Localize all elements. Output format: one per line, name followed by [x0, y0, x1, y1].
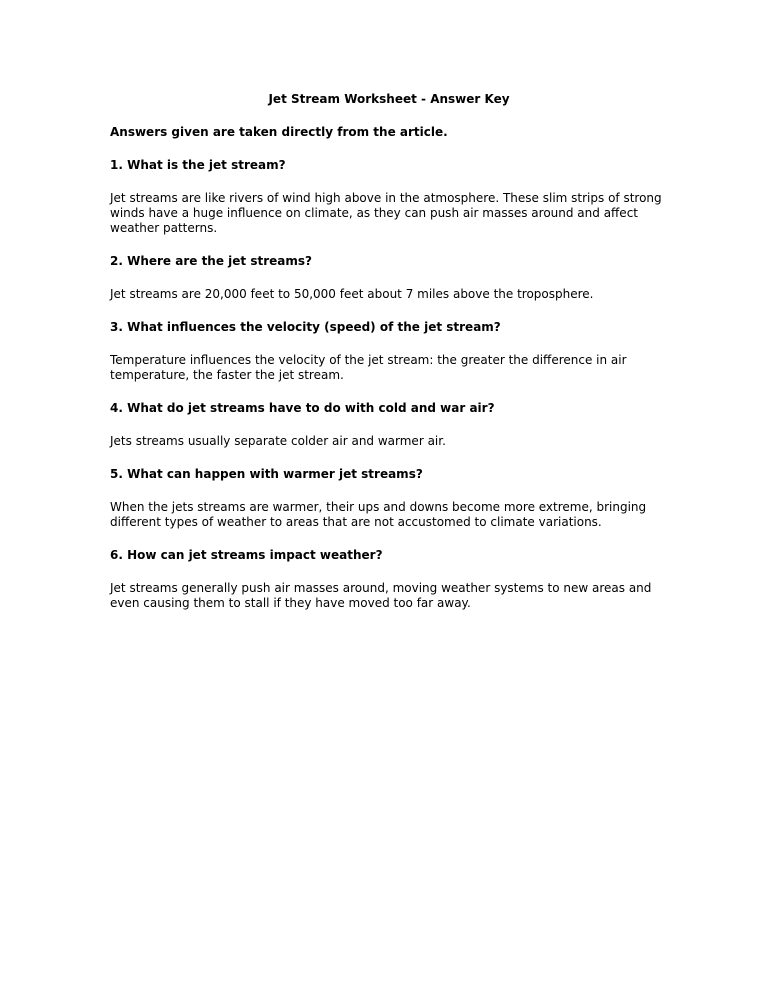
qa-item-6 [110, 548, 668, 611]
question-5: 5. What can happen with warmer jet streams? [110, 467, 423, 481]
qa-item-3 [110, 320, 668, 383]
answer-2: Jet streams are 20,000 feet to 50,000 feet about 7 miles above the troposphere. [110, 287, 594, 301]
answer-3: Temperature influences the velocity of the jet stream: the greater the difference in air temperature, the faster the jet stream. [110, 353, 627, 382]
answer-6: Jet streams generally push air masses around, moving weather systems to new areas and even causing them to stall if they have moved too far away. [110, 581, 652, 610]
question-1: 1. What is the jet stream? [110, 158, 286, 172]
answer-1: Jet streams are like rivers of wind high above in the atmosphere. These slim strips of strong winds have a huge influence on climate, as they can push air masses around and affect weather patterns. [110, 191, 662, 235]
answer-4: Jets streams usually separate colder air and warmer air. [110, 434, 446, 448]
answer-5: When the jets streams are warmer, their ups and downs become more extreme, bringing different types of weather to areas that are not accustomed to climate variations. [110, 500, 647, 529]
question-3: 3. What influences the velocity (speed) of the jet stream? [110, 320, 501, 334]
document-title: Jet Stream Worksheet - Answer Key [268, 92, 510, 106]
question-4: 4. What do jet streams have to do with cold and war air? [110, 401, 495, 415]
qa-item-4 [110, 401, 668, 449]
qa-item-2 [110, 254, 668, 302]
question-2: 2. Where are the jet streams? [110, 254, 312, 268]
question-6: 6. How can jet streams impact weather? [110, 548, 383, 562]
document-intro: Answers given are taken directly from the article. [110, 125, 448, 139]
qa-item-5 [110, 467, 668, 530]
qa-item-1 [110, 158, 668, 236]
